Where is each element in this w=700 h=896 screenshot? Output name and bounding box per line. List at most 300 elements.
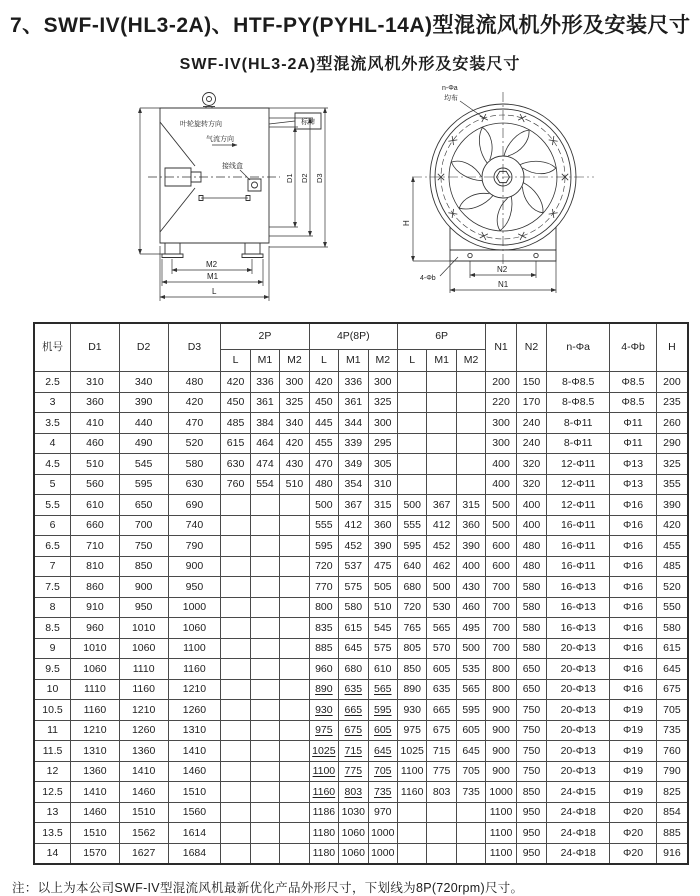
- table-cell: [456, 474, 485, 495]
- table-cell: 645: [339, 638, 368, 659]
- table-cell: [397, 454, 426, 475]
- rotation-direction-label: 叶轮旋转方向: [180, 121, 222, 128]
- table-cell: 1025: [309, 741, 338, 762]
- table-cell: 16-Φ11: [547, 556, 610, 577]
- table-cell: 595: [397, 536, 426, 557]
- table-cell: 680: [339, 659, 368, 680]
- table-cell: 790: [656, 761, 688, 782]
- table-cell: [427, 372, 456, 393]
- table-cell: [280, 700, 309, 721]
- table-cell: 520: [656, 577, 688, 598]
- table-cell: 1025: [397, 741, 426, 762]
- table-cell: 450: [309, 392, 338, 413]
- table-cell: [221, 556, 250, 577]
- table-cell: 595: [309, 536, 338, 557]
- table-cell: 12-Φ11: [547, 454, 610, 475]
- table-cell: 339: [339, 433, 368, 454]
- table-cell: 510: [368, 597, 397, 618]
- table-cell: 1260: [119, 720, 168, 741]
- sub-header-4p-m2: M2: [368, 350, 397, 372]
- table-cell: 8-Φ11: [547, 433, 610, 454]
- table-cell: 480: [309, 474, 338, 495]
- table-cell: [221, 679, 250, 700]
- table-cell: Φ16: [610, 597, 657, 618]
- table-cell: 675: [656, 679, 688, 700]
- table-cell: 610: [71, 495, 120, 516]
- table-cell: [280, 515, 309, 536]
- table-cell: 1410: [168, 741, 221, 762]
- col-header-h: H: [656, 323, 688, 372]
- table-cell: 650: [516, 679, 546, 700]
- table-cell: 890: [309, 679, 338, 700]
- table-row: [34, 782, 688, 803]
- table-cell: 474: [250, 454, 279, 475]
- table-cell: 1460: [71, 802, 120, 823]
- table-cell: 11.5: [34, 741, 71, 762]
- table-cell: [280, 782, 309, 803]
- table-cell: 485: [221, 413, 250, 434]
- col-header-n-phi-a: n-Φa: [547, 323, 610, 372]
- table-cell: 460: [71, 433, 120, 454]
- table-cell: 605: [427, 659, 456, 680]
- table-cell: 630: [168, 474, 221, 495]
- table-cell: Φ16: [610, 638, 657, 659]
- table-cell: 530: [427, 597, 456, 618]
- table-cell: 950: [516, 823, 546, 844]
- table-cell: [221, 741, 250, 762]
- table-cell: Φ16: [610, 536, 657, 557]
- table-cell: 3: [34, 392, 71, 413]
- table-cell: 9.5: [34, 659, 71, 680]
- table-cell: Φ8.5: [610, 392, 657, 413]
- table-cell: 412: [339, 515, 368, 536]
- dim-n1-label: N1: [498, 280, 509, 289]
- table-cell: [280, 802, 309, 823]
- table-cell: 910: [71, 597, 120, 618]
- table-cell: 1000: [486, 782, 516, 803]
- drawings-area: [0, 80, 700, 320]
- table-cell: 1510: [119, 802, 168, 823]
- table-cell: 1310: [168, 720, 221, 741]
- table-cell: [427, 392, 456, 413]
- table-cell: [221, 638, 250, 659]
- side-view-drawing: [62, 80, 397, 318]
- table-cell: [250, 741, 279, 762]
- bolt-holes-label: n-Φa: [442, 85, 458, 92]
- table-row: [34, 843, 688, 864]
- table-row: [34, 823, 688, 844]
- table-cell: [280, 495, 309, 516]
- table-cell: 650: [516, 659, 546, 680]
- table-cell: 520: [168, 433, 221, 454]
- table-cell: 700: [486, 638, 516, 659]
- table-cell: 8: [34, 597, 71, 618]
- sub-header-2p-l: L: [221, 350, 250, 372]
- table-cell: 305: [368, 454, 397, 475]
- dim-d1-label: D1: [285, 173, 294, 183]
- table-cell: 1260: [168, 700, 221, 721]
- table-cell: 1160: [309, 782, 338, 803]
- table-cell: 975: [397, 720, 426, 741]
- table-cell: [250, 802, 279, 823]
- table-cell: 452: [427, 536, 456, 557]
- table-cell: 1180: [309, 843, 338, 864]
- table-cell: 1060: [71, 659, 120, 680]
- table-cell: Φ11: [610, 413, 657, 434]
- table-cell: 720: [397, 597, 426, 618]
- table-cell: 645: [656, 659, 688, 680]
- table-cell: Φ19: [610, 741, 657, 762]
- table-cell: 20-Φ13: [547, 720, 610, 741]
- table-cell: [397, 843, 426, 864]
- table-cell: [250, 823, 279, 844]
- table-cell: 700: [119, 515, 168, 536]
- table-cell: 24-Φ18: [547, 823, 610, 844]
- table-cell: 445: [309, 413, 338, 434]
- table-cell: [427, 843, 456, 864]
- table-cell: [221, 618, 250, 639]
- table-cell: 20-Φ13: [547, 659, 610, 680]
- table-cell: Φ16: [610, 618, 657, 639]
- table-cell: [250, 515, 279, 536]
- table-cell: 310: [71, 372, 120, 393]
- table-cell: 300: [368, 372, 397, 393]
- table-cell: 735: [456, 782, 485, 803]
- table-cell: 1210: [119, 700, 168, 721]
- table-cell: 665: [339, 700, 368, 721]
- table-cell: [427, 823, 456, 844]
- table-cell: 570: [427, 638, 456, 659]
- table-cell: 565: [368, 679, 397, 700]
- table-row: [34, 536, 688, 557]
- table-cell: [221, 720, 250, 741]
- table-cell: 7: [34, 556, 71, 577]
- table-cell: [397, 372, 426, 393]
- table-cell: [280, 679, 309, 700]
- table-cell: [221, 659, 250, 680]
- table-cell: 12-Φ11: [547, 495, 610, 516]
- dim-m1-label: M1: [207, 272, 219, 281]
- table-cell: 1160: [168, 659, 221, 680]
- sub-header-2p-m2: M2: [280, 350, 309, 372]
- table-cell: [250, 679, 279, 700]
- table-cell: 700: [486, 618, 516, 639]
- table-cell: 1510: [168, 782, 221, 803]
- table-cell: 916: [656, 843, 688, 864]
- table-cell: 575: [368, 638, 397, 659]
- table-cell: 470: [168, 413, 221, 434]
- table-cell: 1562: [119, 823, 168, 844]
- table-cell: 1570: [71, 843, 120, 864]
- dim-n2-label: N2: [497, 265, 508, 274]
- table-cell: 803: [339, 782, 368, 803]
- table-cell: 360: [71, 392, 120, 413]
- table-row: [34, 741, 688, 762]
- table-cell: 420: [656, 515, 688, 536]
- table-cell: 537: [339, 556, 368, 577]
- table-cell: 770: [309, 577, 338, 598]
- table-cell: [427, 433, 456, 454]
- table-cell: 850: [397, 659, 426, 680]
- junction-box-label: 接线盒: [222, 163, 243, 170]
- col-header-d3: D3: [168, 323, 221, 372]
- table-cell: 960: [71, 618, 120, 639]
- table-cell: [397, 413, 426, 434]
- dim-m2-label: M2: [206, 260, 218, 269]
- table-cell: 1030: [339, 802, 368, 823]
- table-cell: 680: [397, 577, 426, 598]
- table-cell: 5: [34, 474, 71, 495]
- table-row: [34, 618, 688, 639]
- table-cell: 16-Φ13: [547, 618, 610, 639]
- table-cell: 430: [280, 454, 309, 475]
- table-cell: 355: [656, 474, 688, 495]
- table-cell: [250, 700, 279, 721]
- table-cell: 1410: [71, 782, 120, 803]
- table-cell: 950: [168, 577, 221, 598]
- table-row: [34, 577, 688, 598]
- table-cell: 560: [71, 474, 120, 495]
- table-cell: 665: [427, 700, 456, 721]
- table-cell: 710: [71, 536, 120, 557]
- table-cell: 930: [309, 700, 338, 721]
- table-cell: [280, 638, 309, 659]
- table-cell: [456, 433, 485, 454]
- table-cell: 565: [427, 618, 456, 639]
- table-cell: 775: [427, 761, 456, 782]
- table-cell: 645: [368, 741, 397, 762]
- table-cell: [250, 843, 279, 864]
- table-cell: 170: [516, 392, 546, 413]
- table-cell: 150: [516, 372, 546, 393]
- table-cell: Φ13: [610, 474, 657, 495]
- table-cell: 900: [486, 741, 516, 762]
- table-cell: 890: [397, 679, 426, 700]
- table-cell: 610: [368, 659, 397, 680]
- table-cell: 720: [309, 556, 338, 577]
- table-cell: 1614: [168, 823, 221, 844]
- dim-h-label: H: [402, 220, 411, 226]
- table-cell: 400: [486, 474, 516, 495]
- table-cell: 400: [516, 495, 546, 516]
- table-cell: [456, 802, 485, 823]
- table-cell: 1100: [168, 638, 221, 659]
- table-cell: 1186: [309, 802, 338, 823]
- table-cell: 555: [309, 515, 338, 536]
- table-cell: Φ16: [610, 515, 657, 536]
- table-cell: 20-Φ13: [547, 761, 610, 782]
- table-row: [34, 761, 688, 782]
- table-cell: [456, 843, 485, 864]
- table-cell: 300: [486, 433, 516, 454]
- table-cell: 360: [456, 515, 485, 536]
- table-cell: 705: [456, 761, 485, 782]
- table-cell: [221, 495, 250, 516]
- table-cell: 635: [427, 679, 456, 700]
- table-cell: 13: [34, 802, 71, 823]
- table-cell: 600: [486, 536, 516, 557]
- table-cell: 300: [368, 413, 397, 434]
- table-cell: 735: [656, 720, 688, 741]
- table-cell: 495: [456, 618, 485, 639]
- table-cell: 825: [656, 782, 688, 803]
- table-cell: 555: [397, 515, 426, 536]
- table-cell: 390: [456, 536, 485, 557]
- table-cell: [221, 802, 250, 823]
- table-cell: 760: [656, 741, 688, 762]
- table-cell: 535: [456, 659, 485, 680]
- table-cell: 1100: [486, 823, 516, 844]
- table-cell: 315: [456, 495, 485, 516]
- table-cell: 295: [368, 433, 397, 454]
- table-cell: [456, 454, 485, 475]
- nameplate-label: 标牌: [301, 119, 315, 126]
- table-cell: 580: [168, 454, 221, 475]
- table-cell: 580: [516, 618, 546, 639]
- table-cell: 715: [427, 741, 456, 762]
- table-cell: 310: [368, 474, 397, 495]
- table-cell: 705: [656, 700, 688, 721]
- table-cell: Φ19: [610, 720, 657, 741]
- table-cell: 336: [339, 372, 368, 393]
- table-cell: 1000: [168, 597, 221, 618]
- page-subtitle: SWF-IV(HL3-2A)型混流风机外形及安装尺寸: [179, 56, 521, 73]
- sub-header-4p-l: L: [309, 350, 338, 372]
- table-cell: 1180: [309, 823, 338, 844]
- table-cell: 10: [34, 679, 71, 700]
- table-cell: [250, 495, 279, 516]
- table-row: [34, 659, 688, 680]
- table-cell: 1100: [309, 761, 338, 782]
- table-cell: 24-Φ15: [547, 782, 610, 803]
- table-cell: [427, 474, 456, 495]
- table-cell: 705: [368, 761, 397, 782]
- table-cell: 750: [119, 536, 168, 557]
- table-cell: 1060: [119, 638, 168, 659]
- table-cell: 854: [656, 802, 688, 823]
- table-cell: 4: [34, 433, 71, 454]
- table-cell: 10.5: [34, 700, 71, 721]
- table-cell: 805: [397, 638, 426, 659]
- table-cell: 580: [656, 618, 688, 639]
- table-cell: 550: [656, 597, 688, 618]
- foot-holes-label: 4-Φb: [420, 275, 436, 282]
- table-cell: 11: [34, 720, 71, 741]
- table-cell: [280, 659, 309, 680]
- table-cell: 13.5: [34, 823, 71, 844]
- table-cell: 1210: [168, 679, 221, 700]
- table-cell: Φ20: [610, 802, 657, 823]
- table-cell: Φ16: [610, 495, 657, 516]
- table-cell: 430: [456, 577, 485, 598]
- table-cell: 900: [486, 720, 516, 741]
- table-cell: 740: [168, 515, 221, 536]
- table-cell: 1684: [168, 843, 221, 864]
- table-cell: 455: [656, 536, 688, 557]
- table-cell: 24-Φ18: [547, 843, 610, 864]
- table-cell: 850: [119, 556, 168, 577]
- table-cell: [456, 392, 485, 413]
- table-cell: 860: [71, 577, 120, 598]
- group-header-4p8p: 4P(8P): [309, 323, 397, 350]
- footnote: 注：以上为本公司SWF-IV型混流风机最新优化产品外形尺寸，下划线为8P(720rpm)尺寸。: [12, 881, 524, 895]
- table-cell: 580: [516, 577, 546, 598]
- table-cell: 750: [516, 741, 546, 762]
- table-cell: 3.5: [34, 413, 71, 434]
- table-cell: 1210: [71, 720, 120, 741]
- table-cell: 605: [456, 720, 485, 741]
- table-cell: 500: [486, 495, 516, 516]
- table-cell: [397, 392, 426, 413]
- table-cell: 16-Φ11: [547, 515, 610, 536]
- table-cell: 400: [486, 454, 516, 475]
- col-header-d1: D1: [71, 323, 120, 372]
- col-header-machine-no: 机号: [34, 323, 71, 372]
- table-cell: 300: [280, 372, 309, 393]
- table-cell: [280, 618, 309, 639]
- table-cell: 12: [34, 761, 71, 782]
- table-cell: Φ16: [610, 679, 657, 700]
- table-cell: 9: [34, 638, 71, 659]
- group-header-6p: 6P: [397, 323, 485, 350]
- table-cell: 240: [516, 433, 546, 454]
- table-cell: [250, 536, 279, 557]
- sub-header-6p-m2: M2: [456, 350, 485, 372]
- table-cell: 500: [309, 495, 338, 516]
- dim-d2-label: D2: [300, 173, 309, 183]
- table-cell: 475: [368, 556, 397, 577]
- evenly-spaced-label: 均布: [444, 95, 458, 102]
- dim-l-label: L: [212, 287, 217, 296]
- table-cell: 4.5: [34, 454, 71, 475]
- sub-header-6p-l: L: [397, 350, 426, 372]
- table-cell: 16-Φ13: [547, 597, 610, 618]
- table-cell: 20-Φ13: [547, 741, 610, 762]
- table-cell: [250, 618, 279, 639]
- table-cell: 930: [397, 700, 426, 721]
- table-cell: 700: [486, 577, 516, 598]
- table-cell: [280, 556, 309, 577]
- table-cell: 464: [250, 433, 279, 454]
- table-cell: 960: [309, 659, 338, 680]
- table-cell: 452: [339, 536, 368, 557]
- table-cell: [456, 413, 485, 434]
- table-cell: 315: [368, 495, 397, 516]
- table-cell: 1060: [168, 618, 221, 639]
- table-body: [34, 372, 688, 865]
- table-cell: [221, 700, 250, 721]
- table-cell: 885: [656, 823, 688, 844]
- table-cell: [250, 577, 279, 598]
- table-cell: 360: [368, 515, 397, 536]
- table-cell: [221, 823, 250, 844]
- table-cell: 384: [250, 413, 279, 434]
- table-cell: 1110: [71, 679, 120, 700]
- table-cell: 1100: [486, 802, 516, 823]
- table-cell: Φ19: [610, 761, 657, 782]
- table-cell: 390: [656, 495, 688, 516]
- table-cell: 400: [516, 515, 546, 536]
- table-cell: 580: [339, 597, 368, 618]
- table-cell: 470: [309, 454, 338, 475]
- table-cell: 480: [516, 536, 546, 557]
- table-cell: 675: [339, 720, 368, 741]
- table-cell: 340: [119, 372, 168, 393]
- table-cell: 1100: [397, 761, 426, 782]
- table-cell: 420: [309, 372, 338, 393]
- table-cell: [397, 823, 426, 844]
- table-cell: 750: [516, 761, 546, 782]
